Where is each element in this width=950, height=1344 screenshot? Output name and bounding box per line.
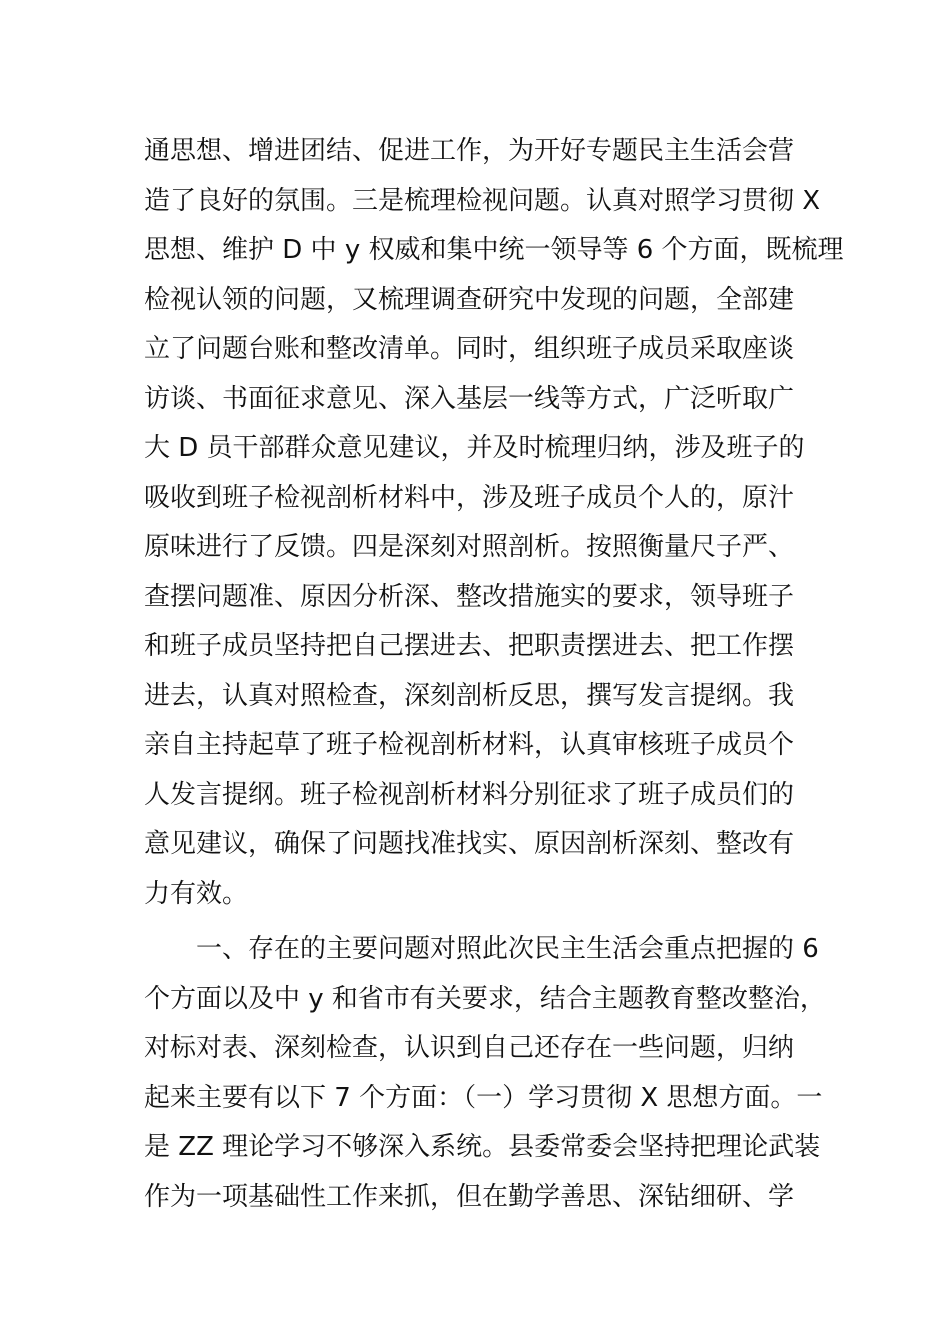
text-line: 检视认领的问题，又梳理调查研究中发现的问题，全部建 [144, 284, 795, 315]
text-line: 个方面以及中 y 和省市有关要求，结合主题教育整改整治， [144, 983, 826, 1014]
text-line: 通思想、增进团结、促进工作，为开好专题民主生活会营 [144, 136, 795, 166]
text-line: 造了良好的氛围。三是梳理检视问题。认真对照学习贯彻 X [144, 185, 821, 216]
text-line: 力有效。 [144, 878, 249, 909]
text-line: 一、存在的主要问题对照此次民主生活会重点把握的 6 [144, 934, 819, 964]
text-line: 人发言提纲。班子检视剖析材料分别征求了班子成员们的 [144, 779, 795, 810]
paragraph-section-one [144, 925, 826, 1222]
text-line: 立了问题台账和整改清单。同时，组织班子成员采取座谈 [144, 334, 795, 364]
text-line: 意见建议，确保了问题找准找实、原因剖析深刻、整改有 [144, 829, 795, 859]
text-line: 访谈、书面征求意见、深入基层一线等方式，广泛听取广 [144, 383, 795, 414]
text-line: 吸收到班子检视剖析材料中，涉及班子成员个人的，原汁 [144, 482, 795, 513]
text-line: 对标对表、深刻检查，认识到自己还存在一些问题，归纳 [144, 1033, 795, 1063]
text-line: 原味进行了反馈。四是深刻对照剖析。按照衡量尺子严、 [144, 532, 795, 562]
paragraph-continued [144, 127, 844, 919]
text-line: 进去，认真对照检查，深刻剖析反思，撰写发言提纲。我 [144, 680, 795, 711]
text-line: 和班子成员坚持把自己摆进去、把职责摆进去、把工作摆 [144, 631, 795, 661]
text-line: 查摆问题准、原因分析深、整改措施实的要求，领导班子 [144, 581, 795, 612]
text-line: 亲自主持起草了班子检视剖析材料，认真审核班子成员个 [144, 730, 795, 760]
text-line: 作为一项基础性工作来抓，但在勤学善思、深钻细研、学 [144, 1181, 795, 1212]
text-line: 思想、维护 D 中 y 权威和集中统一领导等 6 个方面，既梳理 [144, 235, 844, 265]
text-line: 起来主要有以下 7 个方面：（一）学习贯彻 X 思想方面。一 [144, 1082, 823, 1113]
text-line: 是 ZZ 理论学习不够深入系统。县委常委会坚持把理论武装 [144, 1132, 821, 1162]
text-line: 大 D 员干部群众意见建议，并及时梳理归纳，涉及班子的 [144, 433, 805, 463]
